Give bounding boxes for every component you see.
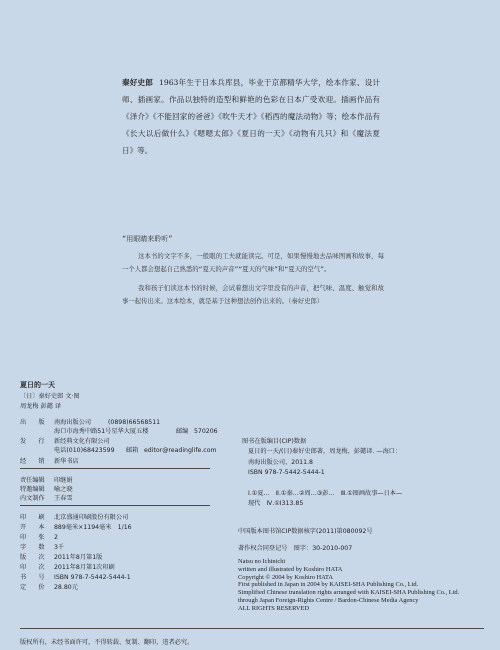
staff-value: 喻之晓 xyxy=(54,486,73,493)
issue-label: 发 行 xyxy=(20,438,48,445)
cip-line: 现代 Ⅳ.①I313.85 xyxy=(248,500,304,508)
spec-value: 2011年8月第1版 xyxy=(54,554,103,561)
cip-line xyxy=(238,479,402,489)
spec-label: 印 刷 xyxy=(20,514,48,521)
distributor-name: 新经典文化有限公司 xyxy=(54,438,110,445)
divider xyxy=(20,505,210,506)
rights-line: through Japan Foreign-Rights Centre / Bardon-Chinese Media Agency xyxy=(238,596,419,604)
publish-label: 出 版 xyxy=(20,419,48,426)
rights-line: Natsu no Ichinichi xyxy=(238,558,286,565)
spec-value: 28.80元 xyxy=(54,584,78,591)
spec-value: ISBN 978-7-5442-5444-1 xyxy=(54,574,131,581)
spec-value: 2011年8月第1次印刷 xyxy=(54,564,115,571)
rights-line: written and illustrated by Koshiro HATA xyxy=(238,565,343,573)
copyright-contract-number: 著作权合同登记号 图字：30-2010-007 xyxy=(238,545,353,552)
spec-label: 印 次 xyxy=(20,564,48,571)
spec-row xyxy=(20,523,132,532)
spec-value: 2 xyxy=(54,534,58,541)
distributor-row xyxy=(20,437,110,446)
quote-title: “用眼睛来聆听” xyxy=(122,235,173,243)
spec-label: 印 张 xyxy=(20,534,48,541)
spec-row xyxy=(20,533,58,542)
author-line: 〔日〕秦好史郎 文·图 xyxy=(20,393,80,400)
foreign-rights-block xyxy=(238,558,478,613)
staff-label: 特邀编辑 xyxy=(20,486,45,493)
quote-paragraph: 这本书的文字不多，一般眼的工夫就能读完。可是，如果慢慢地去品味图画和故事，每一个人都会想起自己熟悉的“夏天的声音”“夏天的气味”和“夏天的空气”。 xyxy=(122,252,384,273)
email[interactable]: editor@readinglife.com xyxy=(144,447,217,454)
copyright-notice: 版权所有，未经书面许可，不得转载、复制、翻印，违者必究。 xyxy=(20,639,194,646)
distributor-phone: 电话(010)68423599 xyxy=(54,447,115,454)
rights-line: First published in Japan in 2004 by KAISEI-SHA Publishing Co., Ltd. xyxy=(238,581,419,589)
staff-label: 内文制作 xyxy=(20,495,45,502)
cip-line: ISBN 978-7-5442-5444-1 xyxy=(248,469,325,477)
publisher-address: 海口市海秀中路51号星华大厦五楼 xyxy=(54,428,149,435)
publisher-name: 南海出版公司 xyxy=(54,419,92,426)
divider xyxy=(20,468,210,469)
quote-paragraph: 我和孩子们读这本书的时候，会试着想出文字里没有的声音，把气味、温度、触觉和故事一起传出来。这本绘本，就是基于这种想法创作出来的。（秦好史郎） xyxy=(122,284,384,305)
spec-row xyxy=(20,553,102,562)
spec-row xyxy=(20,583,78,592)
staff-value: 印继娟 xyxy=(54,477,73,484)
spec-row xyxy=(20,543,64,552)
publisher-row xyxy=(20,418,91,427)
cip-heading: 图书在版编目(CIP)数据 xyxy=(242,438,307,445)
spec-label: 字 数 xyxy=(20,544,48,551)
spec-row xyxy=(20,573,131,582)
cip-block xyxy=(238,437,402,510)
staff-label: 责任编辑 xyxy=(20,477,45,484)
spec-row xyxy=(20,513,128,522)
staff-row xyxy=(20,476,73,485)
book-title: 夏日的一天 xyxy=(20,381,55,389)
rights-line: Copyright © 2004 by Koshiro HATA xyxy=(238,573,334,581)
spec-label: 版 次 xyxy=(20,554,48,561)
cip-line: Ⅰ.①夏… Ⅱ.①秦…②周…③彭… Ⅲ.①图画故事—日本— xyxy=(248,490,403,498)
spec-value: 3千 xyxy=(54,544,65,551)
spec-row xyxy=(20,563,115,572)
author-name: 秦好史郎 xyxy=(122,78,154,87)
spec-label: 书 号 xyxy=(20,574,48,581)
postcode-label: 邮编 xyxy=(176,428,189,435)
author-bio-text: 1963年生于日本兵库县，毕业于京都精华大学，绘本作家、设计师、插画家。作品以独特的造型和鲜艳的色彩在日本广受欢迎。插画作品有《泽介》《不能回家的爸爸》《吹牛天才》《稻西的魔法动物》等；绘本作品有《长大以后做什么》《嗯嗯太郎》《夏日的一天》《动物有几只》和《魔法夏日》等。 xyxy=(122,78,381,155)
cip-line: 南海出版公司，2011.8 xyxy=(248,458,313,466)
author-quote xyxy=(122,250,384,314)
publisher-phone: (0898)66568511 xyxy=(108,419,161,426)
spec-label: 开 本 xyxy=(20,524,48,531)
cip-record: 中国版本图书馆CIP数据核字(2011)第080092号 xyxy=(238,528,373,535)
spec-value: 889毫米×1194毫米 1/16 xyxy=(54,524,132,531)
rights-line: Simplified Chinese translation rights arranged with KAISEI-SHA Publishing Co., Ltd. xyxy=(238,589,460,597)
seller-row xyxy=(20,457,79,466)
seller-name: 新华书店 xyxy=(54,458,79,465)
sales-label: 经 销 xyxy=(20,458,48,465)
spec-value: 北京盛通印刷股份有限公司 xyxy=(54,514,129,521)
staff-value: 王春雪 xyxy=(54,495,73,502)
author-bio xyxy=(122,74,380,159)
bottom-divider xyxy=(20,628,484,629)
rights-line: ALL RIGHTS RESERVED xyxy=(238,604,309,612)
cip-line: 夏日的一天/(日)秦好史郎著，周龙梅，彭懿译. —海口： xyxy=(248,448,402,456)
staff-row xyxy=(20,494,73,503)
postcode: 570206 xyxy=(194,428,218,435)
email-label: 邮箱 xyxy=(126,447,139,454)
translator-line: 周龙梅 彭懿 译 xyxy=(20,403,62,410)
spec-label: 定 价 xyxy=(20,584,48,591)
staff-row xyxy=(20,485,73,494)
